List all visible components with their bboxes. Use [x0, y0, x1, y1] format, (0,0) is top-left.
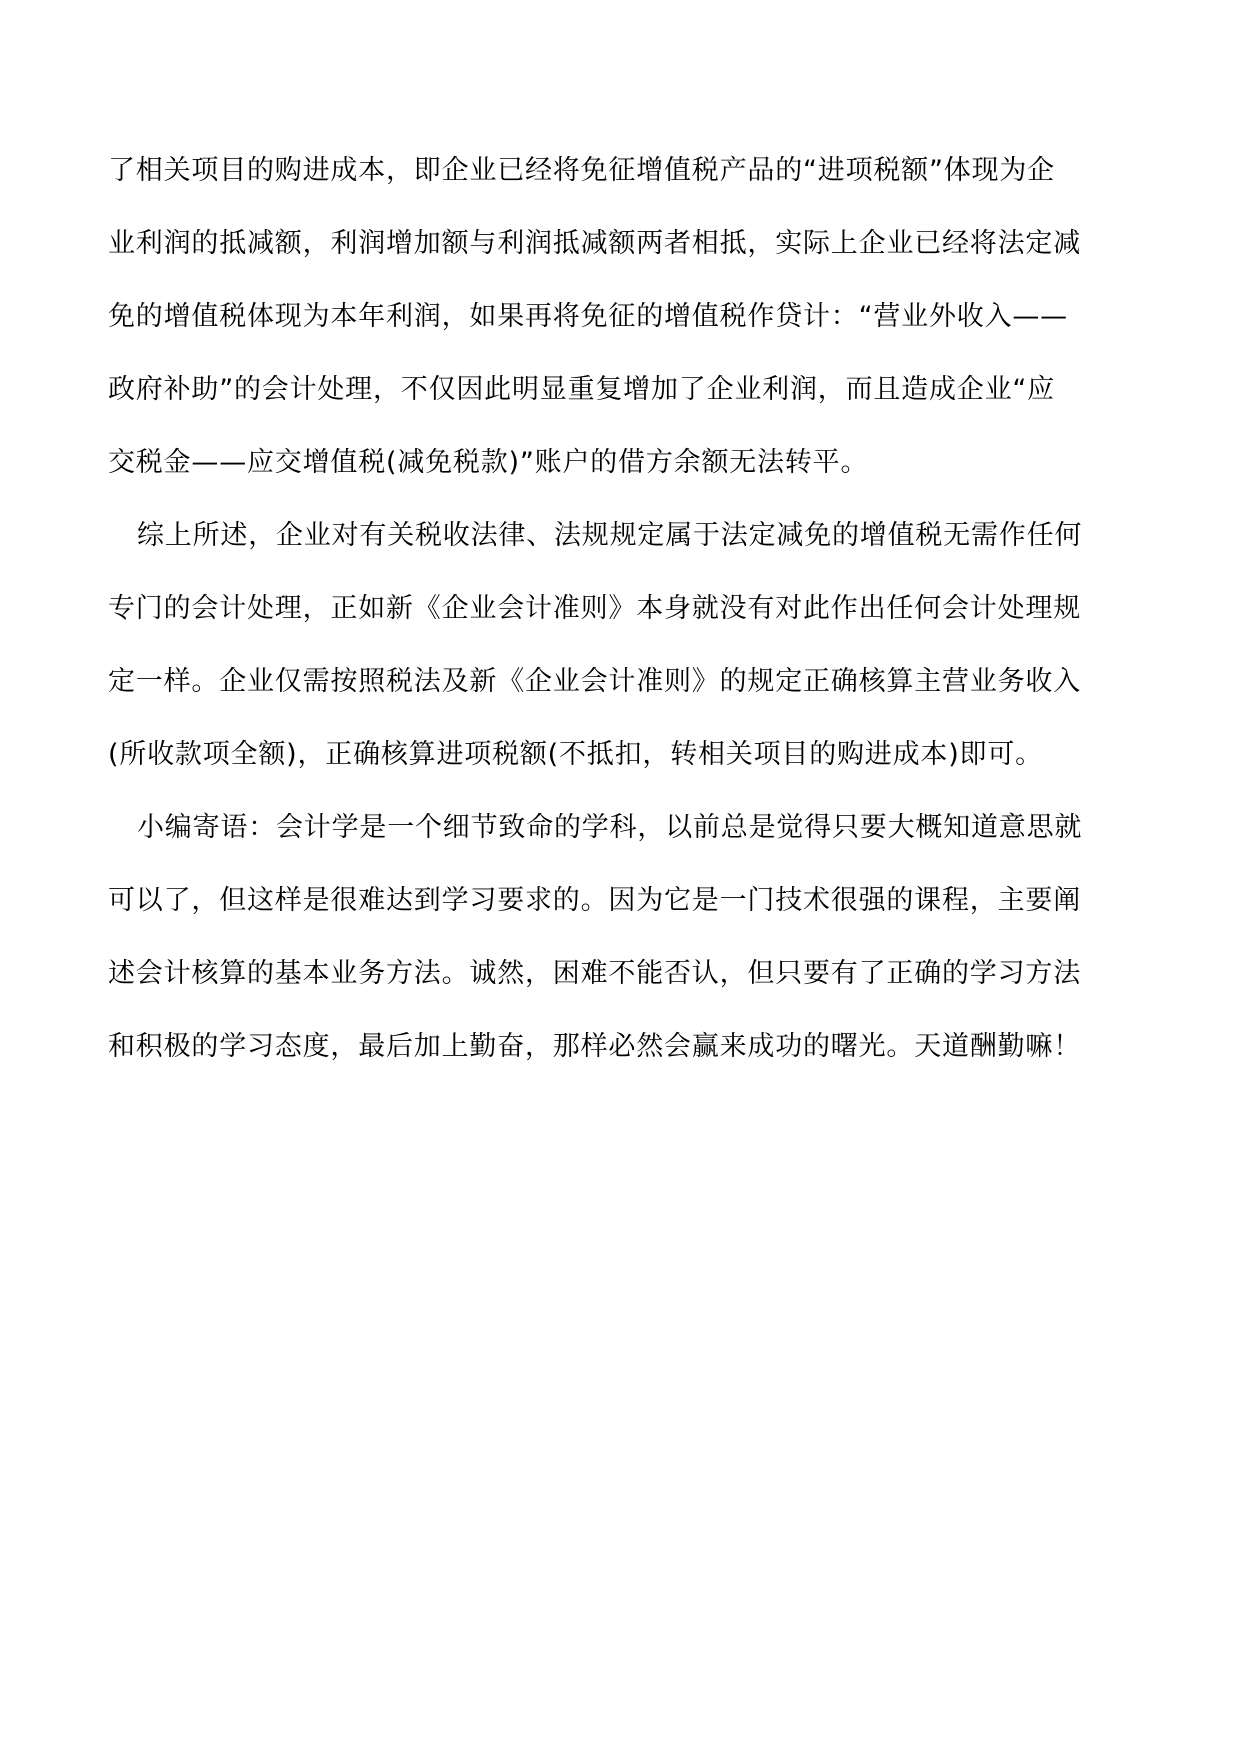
- paragraph-line: (所收款项全额)，正确核算进项税额(不抵扣，转相关项目的购进成本)即可。: [108, 739, 1043, 770]
- paragraph-line: 述会计核算的基本业务方法。诚然，困难不能否认，但只要有了正确的学习方法: [108, 958, 1081, 989]
- paragraph-line: 可以了，但这样是很难达到学习要求的。因为它是一门技术很强的课程，主要阐: [108, 885, 1081, 916]
- paragraph-line: 专门的会计处理，正如新《企业会计准则》本身就没有对此作出任何会计处理规: [108, 593, 1081, 624]
- paragraph-line: 免的增值税体现为本年利润，如果再将免征的增值税作贷计：“营业外收入——: [108, 301, 1068, 332]
- paragraph-line: 交税金——应交增值税(减免税款)”账户的借方余额无法转平。: [108, 447, 869, 478]
- paragraph-line: 小编寄语：会计学是一个细节致命的学科，以前总是觉得只要大概知道意思就: [137, 812, 1083, 843]
- paragraph-line: 定一样。企业仅需按照税法及新《企业会计准则》的规定正确核算主营业务收入: [108, 666, 1081, 697]
- paragraph-line: 政府补助”的会计处理，不仅因此明显重复增加了企业利润，而且造成企业“应: [108, 374, 1055, 405]
- paragraph-line: 和积极的学习态度，最后加上勤奋，那样必然会赢来成功的曙光。天道酬勤嘛！: [108, 1031, 1081, 1062]
- paragraph-line: 综上所述，企业对有关税收法律、法规规定属于法定减免的增值税无需作任何: [137, 520, 1083, 551]
- paragraph-line: 了相关项目的购进成本，即企业已经将免征增值税产品的“进项税额”体现为企: [108, 155, 1055, 186]
- paragraph-line: 业利润的抵减额，利润增加额与利润抵减额两者相抵，实际上企业已经将法定减: [108, 228, 1081, 259]
